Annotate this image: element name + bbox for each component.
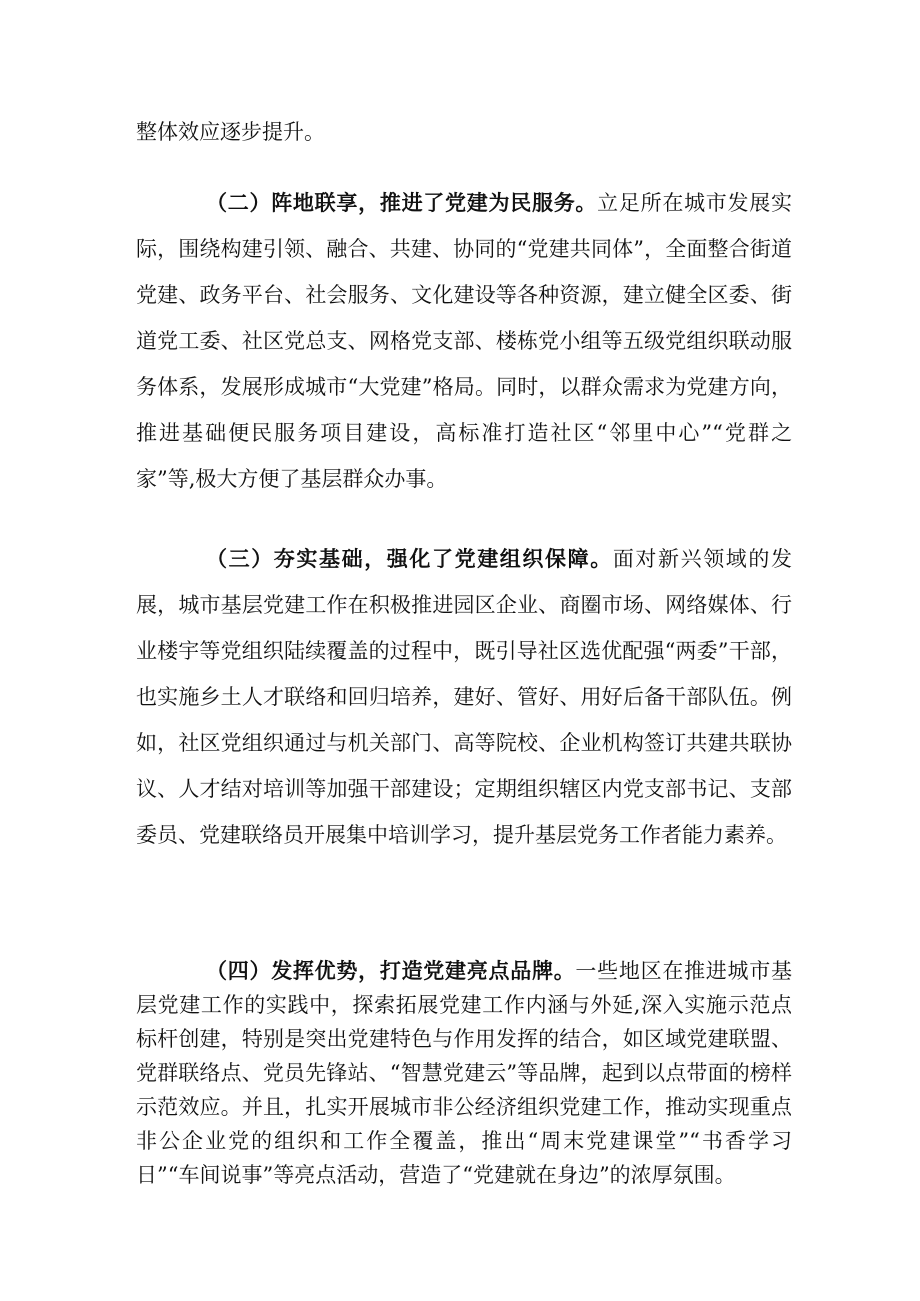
paragraph-text: 面对新兴领域的发展，城市基层党建工作在积极推进园区企业、商圈市场、网络媒体、行业楼宇等党组织陆续覆盖的过程中，既引导社区选优配强“两委”干部，也实施乡土人才联络和回归培养，建好、管好、用好后备干部队伍。例如，社区党组织通过与机关部门、高等院校、企业机构签订共建共联协议、人才结对培训等加强干部建设；定期组织辖区内党支部书记、支部委员、党建联络员开展集中培训学习，提升基层党务工作者能力素养。 (136, 547, 793, 847)
paragraph-section-4 (136, 954, 792, 1192)
paragraph-text: 整体效应逐步提升。 (136, 120, 325, 144)
paragraph-section-3 (136, 536, 792, 858)
section-heading: （四）发挥优势，打造党建亮点品牌。 (206, 958, 576, 983)
paragraph-section-2 (136, 180, 792, 502)
paragraph-continuation (136, 117, 792, 147)
paragraph-text: 一些地区在推进城市基层党建工作的实践中，探索拓展党建工作内涵与外延,深入实施示范点标杆创建，特别是突出党建特色与作用发挥的结合，如区域党建联盟、党群联络点、党员先锋站、“智慧党建云”等品牌，起到以点带面的榜样示范效应。并且，扎实开展城市非公经济组织党建工作，推动实现重点非公企业党的组织和工作全覆盖，推出“周末党建课堂”“书香学习日”“车间说事”等亮点活动，营造了“党建就在身边”的浓厚氛围。 (136, 959, 792, 1187)
section-heading: （二）阵地联享，推进了党建为民服务。 (206, 190, 598, 215)
section-heading: （三）夯实基础，强化了党建组织保障。 (206, 546, 613, 571)
paragraph-text: 立足所在城市发展实际，围绕构建引领、融合、共建、协同的“党建共同体”，全面整合街道党建、政务平台、社会服务、文化建设等各种资源，建立健全区委、街道党工委、社区党总支、网格党支部、楼栋党小组等五级党组织联动服务体系，发展形成城市“大党建”格局。同时，以群众需求为党建方向，推进基础便民服务项目建设，高标准打造社区“邻里中心”“党群之家”等,极大方便了基层群众办事。 (136, 191, 793, 491)
